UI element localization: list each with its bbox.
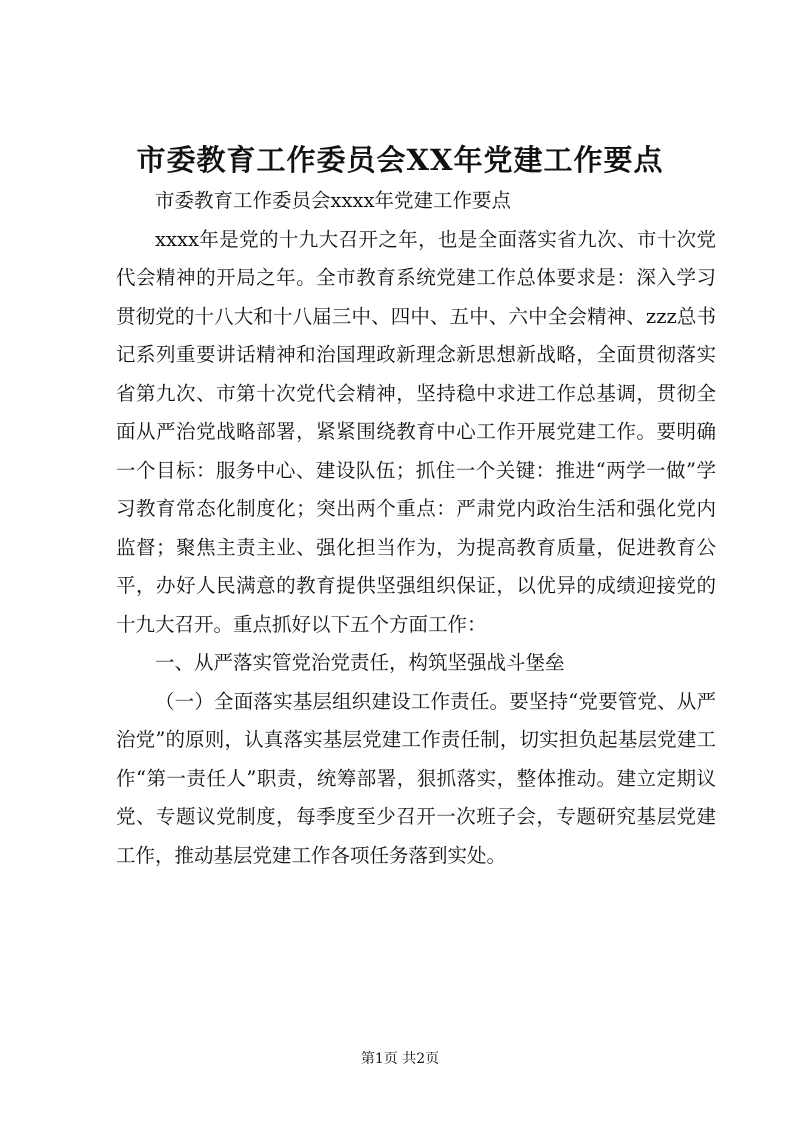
intro-paragraph: xxxx年是党的十九大召开之年，也是全面落实省九次、市十次党代会精神的开局之年。全市教育系统党建工作总体要求是：深入学习贯彻党的十八大和十八届三中、四中、五中、六中全会精神、zzz总书记系列重要讲话精神和治国理政新理念新思想新战略，全面贯彻落实省第九次、市第十次党代会精神，坚持稳中求进工作总基调，贯彻全面从严治党战略部署，紧紧围绕教育中心工作开展党建工作。要明确一个目标：服务中心、建设队伍；抓住一个关键：推进“两学一做”学习教育常态化制度化；突出两个重点：严肃党内政治生活和强化党内监督；聚焦主责主业、强化担当作为，为提高教育质量，促进教育公平，办好人民满意的教育提供坚强组织保证，以优异的成绩迎接党的十九大召开。重点抓好以下五个方面工作： [116, 227, 716, 636]
subtitle-paragraph: 市委教育工作委员会xxxx年党建工作要点 [155, 189, 511, 212]
page-number: 第1页 共2页 [360, 1051, 440, 1067]
document-body [116, 182, 716, 875]
section-heading: 一、从严落实管党治党责任，构筑坚强战斗堡垒 [155, 651, 565, 674]
page-footer [0, 1049, 800, 1069]
document-title: 市委教育工作委员会XX年党建工作要点 [136, 143, 664, 177]
subsection-paragraph: （一）全面落实基层组织建设工作责任。要坚持“党要管党、从严治党”的原则，认真落实基层党建工作责任制，切实担负起基层党建工作“第一责任人”职责，统筹部署，狠抓落实，整体推动。建立定期议党、专题议党制度，每季度至少召开一次班子会，专题研究基层党建工作，推动基层党建工作各项任务落到实处。 [116, 689, 716, 867]
